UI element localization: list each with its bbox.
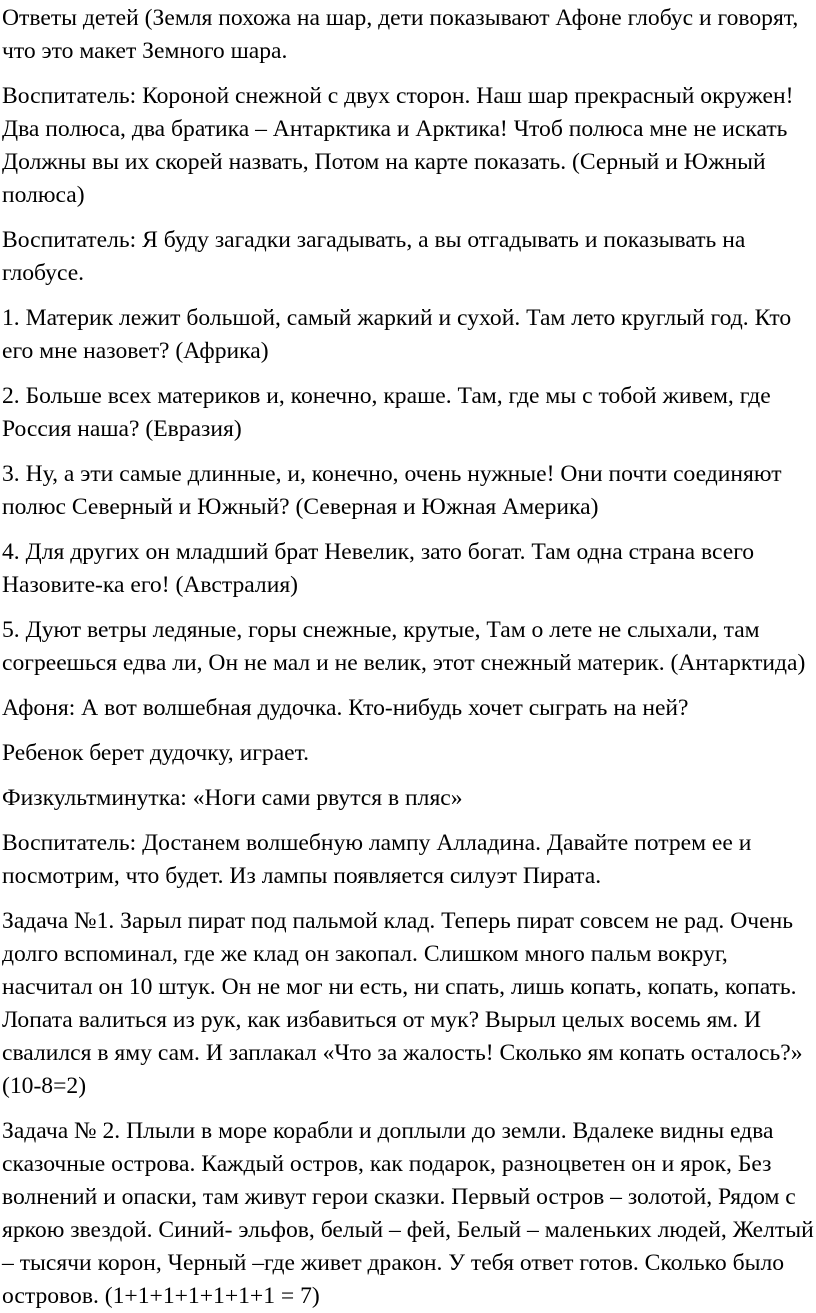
paragraph-teacher-riddles-intro: Воспитатель: Я буду загадки загадывать, а вы отгадывать и показывать на глобусе.	[2, 227, 746, 286]
paragraph-teacher-lamp: Воспитатель: Достанем волшебную лампу Алладина. Давайте потрем ее и посмотрим, что будет. Из лампы появляется силуэт Пирата.	[2, 830, 752, 889]
paragraph-children-answers: Ответы детей (Земля похожа на шар, дети показывают Афоне глобус и говорят, что это макет Земного шара.	[2, 5, 799, 64]
paragraph-riddle-3: 3. Ну, а эти самые длинные, и, конечно, очень нужные! Они почти соединяют полюс Северный и Южный? (Северная и Южная Америка)	[2, 461, 782, 520]
paragraph-riddle-5: 5. Дуют ветры ледяные, горы снежные, крутые, Там о лете не слыхали, там согреешься едва ли, Он не мал и не велик, этот снежный материк. (Антарктида)	[2, 617, 806, 676]
paragraph-riddle-2: 2. Больше всех материков и, конечно, краше. Там, где мы с тобой живем, где Россия наша? (Евразия)	[2, 383, 771, 442]
paragraph-child-plays: Ребенок берет дудочку, играет.	[2, 740, 310, 766]
paragraph-riddle-1: 1. Материк лежит большой, самый жаркий и сухой. Там лето круглый год. Кто его мне назовет? (Африка)	[2, 305, 792, 364]
paragraph-task-2: Задача № 2. Плыли в море корабли и доплыли до земли. Вдалеке видны едва сказочные острова. Каждый остров, как подарок, разноцветен он и ярок, Без волнений и опаски, там живут герои сказки. Первый остров – золотой, Рядом с яркою звездой. Синий- эльфов, белый – фей, Белый – маленьких людей, Желтый – тысячи корон, Черный –где живет дракон. У тебя ответ готов. Сколько было островов. (1+1+1+1+1+1+1 = 7)	[2, 1118, 814, 1309]
paragraph-exercise-break: Физкультминутка: «Ноги сами рвутся в пляс»	[2, 785, 463, 811]
paragraph-teacher-poles: Воспитатель: Короной снежной с двух сторон. Наш шар прекрасный окружен! Два полюса, два братика – Антарктика и Арктика! Чтоб полюса мне не искать Должны вы их скорей назвать, Потом на карте показать. (Серный и Южный полюса)	[2, 83, 794, 208]
paragraph-riddle-4: 4. Для других он младший брат Невелик, зато богат. Там одна страна всего Назовите-ка его! (Австралия)	[2, 539, 755, 598]
paragraph-task-1: Задача №1. Зарыл пират под пальмой клад. Теперь пират совсем не рад. Очень долго вспоминал, где же клад он закопал. Слишком много пальм вокруг, насчитал он 10 штук. Он не мог ни есть, ни спать, лишь копать, копать, копать. Лопата валиться из рук, как избавиться от мук? Вырыл целых восемь ям. И свалился в яму сам. И заплакал «Что за жалость! Сколько ям копать осталось?» (10-8=2)	[2, 908, 803, 1099]
paragraph-afonya-pipe: Афоня: А вот волшебная дудочка. Кто-нибудь хочет сыграть на ней?	[2, 695, 689, 721]
